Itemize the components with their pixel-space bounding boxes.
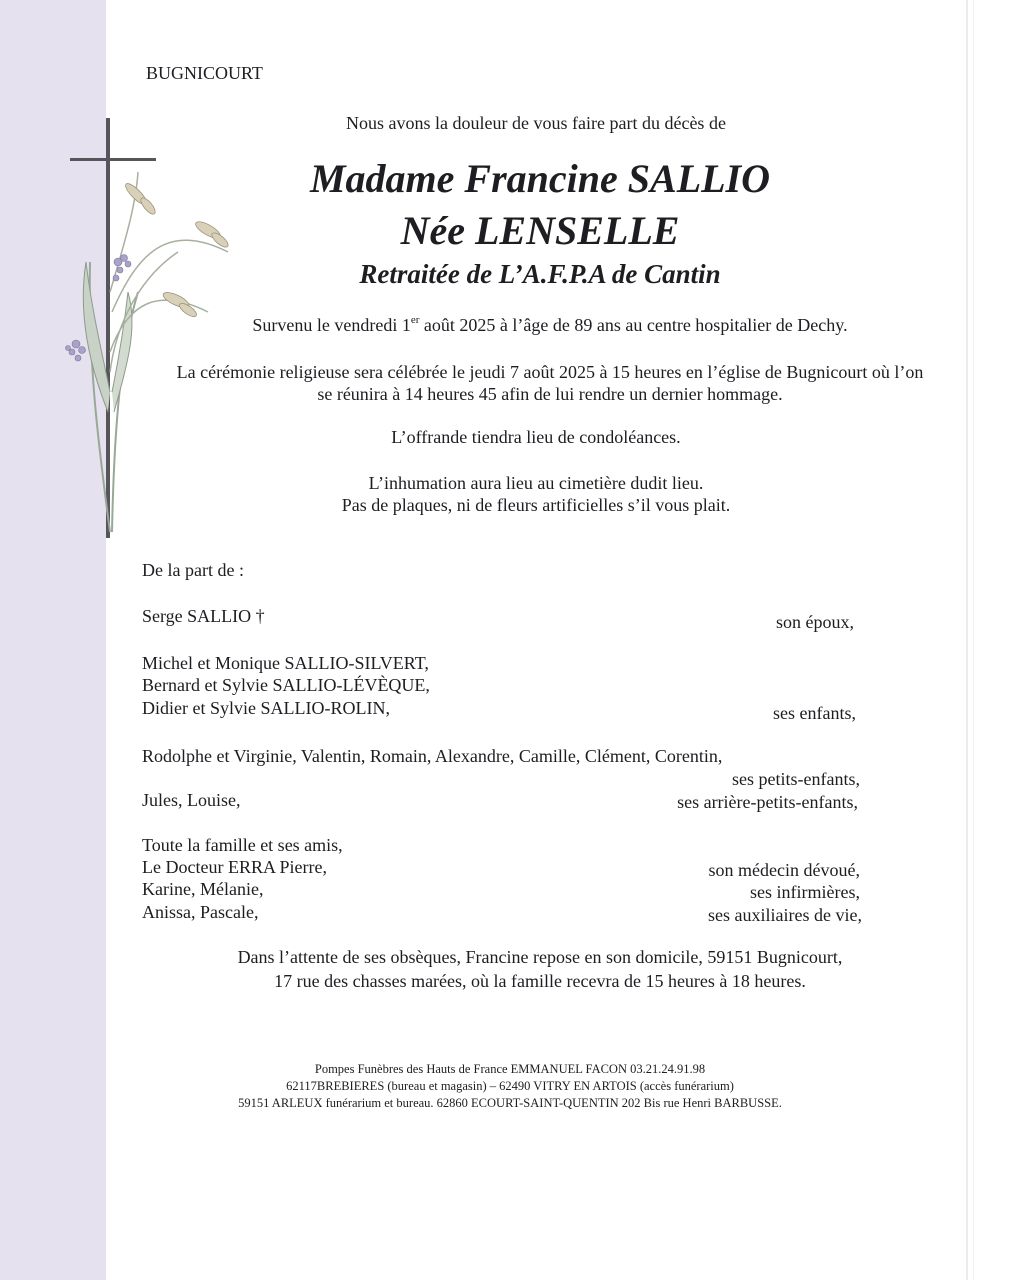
burial-line-1: L’inhumation aura lieu au cimetière dudit lieu.: [368, 473, 704, 493]
death-text-after: août 2025 à l’âge de 89 ans au centre hospitalier de Dechy.: [419, 315, 848, 335]
town-header: BUGNICOURT: [146, 63, 263, 83]
burial-line-2: Pas de plaques, ni de fleurs artificielles s’il vous plait.: [341, 495, 731, 515]
deceased-name: Madame Francine SALLIO: [309, 156, 771, 201]
grandchildren-role: ses petits-enfants,: [732, 769, 860, 789]
intro-line: Nous avons la douleur de vous faire part du décès de: [346, 113, 726, 133]
death-line: [140, 314, 960, 336]
other-name: Anissa, Pascale,: [142, 902, 259, 922]
child-name: Didier et Sylvie SALLIO-ROLIN,: [142, 698, 390, 718]
occupation: Retraitée de L’A.F.P.A de Cantin: [359, 259, 721, 289]
other-name: Le Docteur ERRA Pierre,: [142, 857, 327, 877]
other-role: ses infirmières,: [750, 882, 860, 902]
footer-line-1: Pompes Funèbres des Hauts de France EMMANUEL FACON 03.21.24.91.98: [314, 1062, 706, 1076]
rest-line-1: Dans l’attente de ses obsèques, Francine repose en son domicile, 59151 Bugnicourt,: [237, 947, 843, 967]
footer-line-3: 59151 ARLEUX funérarium et bureau. 62860 ECOURT-SAINT-QUENTIN 202 Bis rue Henri BARBUSSE.: [238, 1096, 782, 1110]
ceremony-line-1: La cérémonie religieuse sera célébrée le jeudi 7 août 2025 à 15 heures en l’église de Bugnicourt où l’on: [176, 362, 924, 382]
great-grandchildren-role: ses arrière-petits-enfants,: [677, 792, 858, 812]
other-role: ses auxiliaires de vie,: [708, 905, 862, 925]
rest-line-2: 17 rue des chasses marées, où la famille recevra de 15 heures à 18 heures.: [274, 971, 806, 991]
grandchildren-names: Rodolphe et Virginie, Valentin, Romain, Alexandre, Camille, Clément, Corentin,: [142, 746, 723, 766]
spouse-name: Serge SALLIO †: [142, 606, 265, 626]
maiden-name: Née LENSELLE: [400, 208, 680, 253]
death-text-before: Survenu le vendredi 1: [252, 315, 411, 335]
footer-line-2: 62117BREBIERES (bureau et magasin) – 62490 VITRY EN ARTOIS (accès funérarium): [286, 1079, 734, 1093]
scan-edge-line: [966, 0, 968, 1280]
scan-edge-line-2: [973, 0, 974, 1280]
great-grandchildren-names: Jules, Louise,: [142, 790, 241, 810]
offering-line: L’offrande tiendra lieu de condoléances.: [391, 427, 681, 447]
other-name: Karine, Mélanie,: [142, 879, 264, 899]
family-intro: De la part de :: [142, 560, 244, 580]
spouse-role: son époux,: [776, 612, 854, 632]
death-superscript: er: [410, 314, 420, 326]
other-name: Toute la famille et ses amis,: [142, 835, 343, 855]
child-name: Bernard et Sylvie SALLIO-LÉVÈQUE,: [142, 675, 430, 695]
child-name: Michel et Monique SALLIO-SILVERT,: [142, 653, 429, 673]
children-role: ses enfants,: [773, 703, 856, 723]
other-role: son médecin dévoué,: [708, 860, 860, 880]
ceremony-line-2: se réunira à 14 heures 45 afin de lui rendre un dernier hommage.: [317, 384, 783, 404]
